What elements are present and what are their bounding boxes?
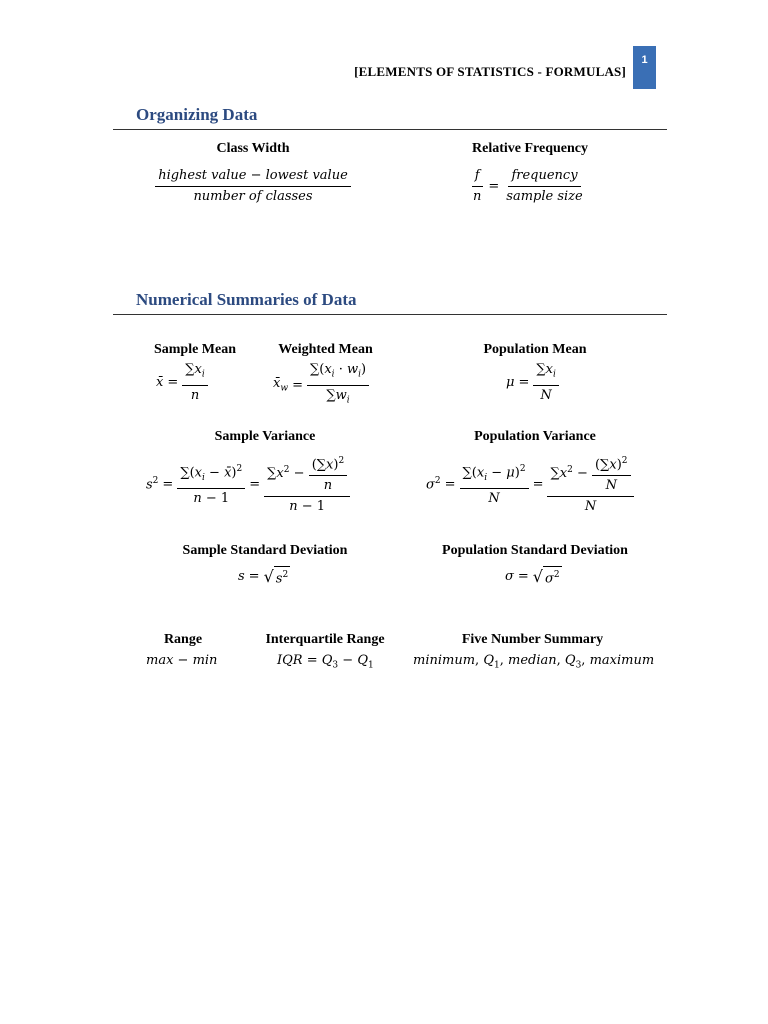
iqr-formula: IQR = $Q_3 - Q_1$ (277, 653, 374, 671)
section-divider (113, 314, 667, 315)
five-number-summary-label: Five Number Summary (461, 632, 604, 647)
population-mean-label: Population Mean (483, 342, 587, 357)
iqr-label: Interquartile Range (265, 632, 385, 647)
document-header-title: [ELEMENTS OF STATISTICS - FORMULAS] (354, 64, 626, 79)
sample-mean-label: Sample Mean (153, 342, 237, 357)
population-variance-formula: $\sigma^2$ = $\frac{\sum(x_i - \mu)^2}{N}$ = $\sum x^2$ − $\frac{(\sum x)^2}{N}$ N (426, 452, 634, 516)
page-number-badge: 1 (633, 46, 656, 89)
section-title-organizing-data: Organizing Data (136, 105, 258, 124)
sample-variance-formula: $s^2$ = $\frac{\sum(x_i - x̄)^2}{n - 1}$ = $\sum x^2$ − $\frac{(\sum x)^2}{n}$ n − 1 (146, 452, 350, 516)
sample-mean-formula: x̄ = $\frac{\sum x_i}{n}$ (156, 361, 208, 405)
population-sd-formula: σ = √ $\sigma^2$ (505, 567, 560, 587)
class-width-label: Class Width (216, 141, 290, 156)
sample-variance-label: Sample Variance (214, 429, 316, 444)
class-width-formula (150, 167, 356, 206)
relative-frequency-label: Relative Frequency (472, 141, 588, 156)
population-variance-label: Population Variance (474, 429, 596, 444)
population-mean-formula: μ = $\frac{\sum x_i}{N}$ (506, 361, 559, 405)
sample-sd-label: Sample Standard Deviation (182, 543, 348, 558)
class-width-denominator: number of classes (193, 189, 313, 204)
rf-right-denominator: sample size (506, 189, 583, 204)
section-divider (113, 129, 667, 130)
relative-frequency-formula: $\frac{f}{n}$ = $\frac{\text{frequency}}{\text{sample size}}$ (470, 167, 586, 206)
rf-left-numerator: f (472, 167, 483, 187)
rf-left-denominator: n (473, 189, 482, 204)
section-title-numerical-summaries: Numerical Summaries of Data (136, 290, 357, 309)
range-label: Range (163, 632, 203, 647)
sample-sd-formula: s = √ $s^2$ (238, 567, 289, 587)
rf-right-numerator: frequency (508, 167, 580, 187)
population-sd-label: Population Standard Deviation (442, 543, 628, 558)
weighted-mean-formula: $x̄_w$ = $\frac{\sum(x_i \cdot w_i)}{\sum w_i}$ (273, 361, 369, 409)
weighted-mean-label: Weighted Mean (278, 342, 373, 357)
five-number-summary-formula: minimum, $Q_1$, median, $Q_3$, maximum (413, 653, 655, 671)
range-formula: max − min (146, 653, 218, 668)
class-width-numerator: highest value − lowest value (155, 167, 351, 187)
